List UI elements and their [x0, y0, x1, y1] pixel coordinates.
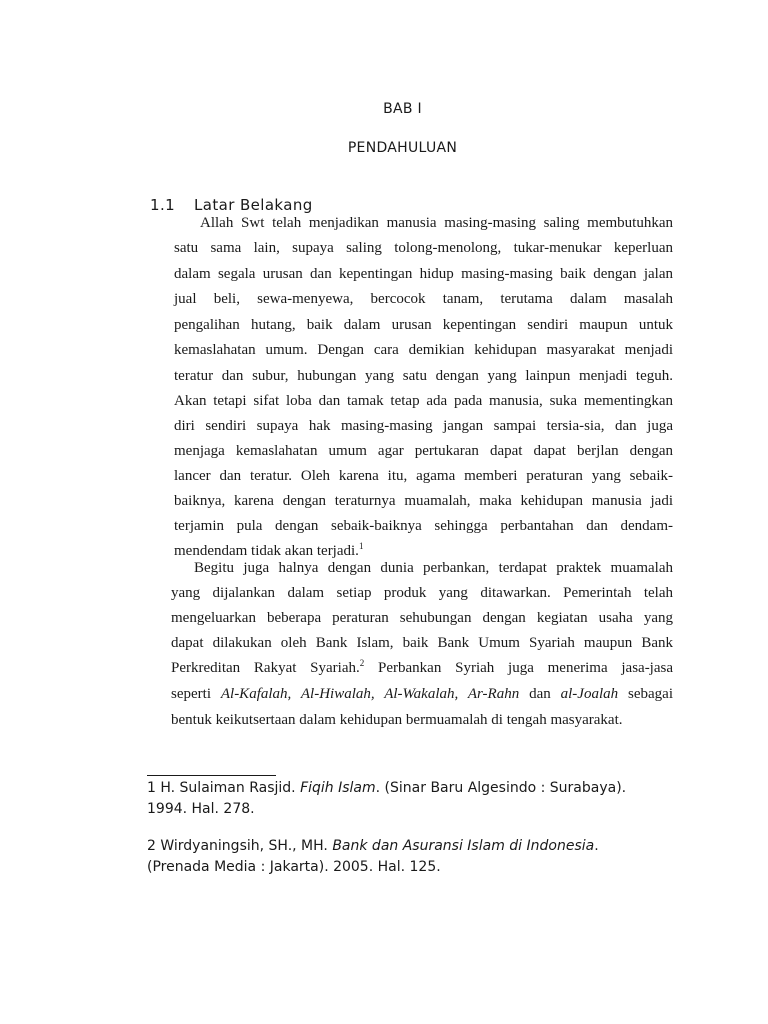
chapter-label: BAB I — [383, 101, 422, 117]
footnote-text: (Prenada Media : Jakarta). 2005. Hal. 125. — [147, 859, 441, 875]
paragraph-line: dalam segala urusan dan kepentingan hidup masing-masing baik dengan jalan — [174, 266, 673, 282]
footnote-separator — [147, 775, 276, 776]
section-heading — [150, 196, 313, 214]
footnote-ref[interactable]: 2 — [359, 658, 365, 668]
footnote-title: Bank dan Asuransi Islam di Indonesia — [332, 838, 595, 854]
paragraph-line: jual beli, sewa-menyewa, bercocok tanam, terutama dalam masalah — [174, 291, 673, 307]
footnote-text: 1994. Hal. 278. — [147, 801, 255, 817]
paragraph-line: Allah Swt telah menjadikan manusia masing-masing saling membutuhkan — [200, 215, 673, 231]
paragraph-text: seperti — [171, 686, 221, 702]
footnote-text: 2 Wirdyaningsih, SH., MH. — [147, 838, 333, 854]
paragraph-line: menjaga kemaslahatan umum agar pertukaran dapat dapat berjlan dengan — [174, 443, 673, 459]
paragraph-line: Akan tetapi sifat loba dan tamak tetap ada pada manusia, suka mementingkan — [174, 393, 673, 409]
footnote-1 — [147, 778, 626, 820]
paragraph-line: bentuk keikutsertaan dalam kehidupan bermuamalah di tengah masyarakat. — [171, 712, 623, 728]
footnote-text: 1 H. Sulaiman Rasjid. — [147, 780, 301, 796]
paragraph-text: Perkreditan Rakyat Syariah. — [171, 660, 360, 676]
paragraph-line: pengalihan hutang, baik dalam urusan kepentingan sendiri maupun untuk — [174, 317, 673, 333]
paragraph-line: terjamin pula dengan sebaik-baiknya sehingga perbantahan dan dendam- — [174, 518, 673, 534]
paragraph-line: diri sendiri supaya hak masing-masing jangan sampai tersia-sia, dan juga — [174, 418, 673, 434]
paragraph-line: mengeluarkan beberapa peraturan sehubungan dengan kegiatan usaha yang — [171, 610, 673, 626]
footnote-2 — [147, 836, 599, 878]
paragraph-line: yang dijalankan dalam setiap produk yang ditawarkan. Pemerintah telah — [171, 585, 673, 601]
paragraph-line: Begitu juga halnya dengan dunia perbankan, terdapat praktek muamalah — [194, 560, 673, 576]
footnote-title: Fiqih Islam — [300, 780, 376, 796]
paragraph-line: dapat dilakukan oleh Bank Islam, baik Bank Umum Syariah maupun Bank — [171, 635, 673, 651]
footnote-text: . (Sinar Baru Algesindo : Surabaya). — [375, 780, 627, 796]
paragraph-line: satu sama lain, supaya saling tolong-menolong, tukar-menukar keperluan — [174, 240, 673, 256]
paragraph-text: sebagai — [618, 686, 673, 702]
paragraph-line — [174, 542, 363, 560]
paragraph-line — [171, 659, 673, 677]
paragraph-line: lancer dan teratur. Oleh karena itu, agama memberi peraturan yang sebaik- — [174, 468, 673, 484]
paragraph-text: mendendam tidak akan terjadi. — [174, 543, 359, 559]
section-title: Latar Belakang — [194, 196, 313, 214]
section-number: 1.1 — [150, 196, 176, 214]
paragraph-line: teratur dan subur, hubungan yang satu dengan yang lainpun menjadi teguh. — [174, 368, 673, 384]
paragraph-line: baiknya, karena dengan teraturnya muamalah, maka kehidupan manusia jadi — [174, 493, 673, 509]
paragraph-text: Perbankan Syriah juga menerima jasa-jasa — [364, 660, 674, 676]
paragraph-line: kemaslahatan umum. Dengan cara demikian kehidupan masyarakat menjadi — [174, 342, 673, 358]
italic-terms: Al-Kafalah, Al-Hiwalah, Al-Wakalah, Ar-Rahn — [220, 686, 520, 702]
italic-term: al-Joalah — [560, 686, 619, 702]
paragraph-text: dan — [519, 686, 561, 702]
chapter-title: PENDAHULUAN — [347, 140, 458, 156]
paragraph-line — [171, 685, 673, 703]
footnote-ref[interactable]: 1 — [358, 541, 364, 551]
footnote-text: . — [594, 838, 599, 854]
